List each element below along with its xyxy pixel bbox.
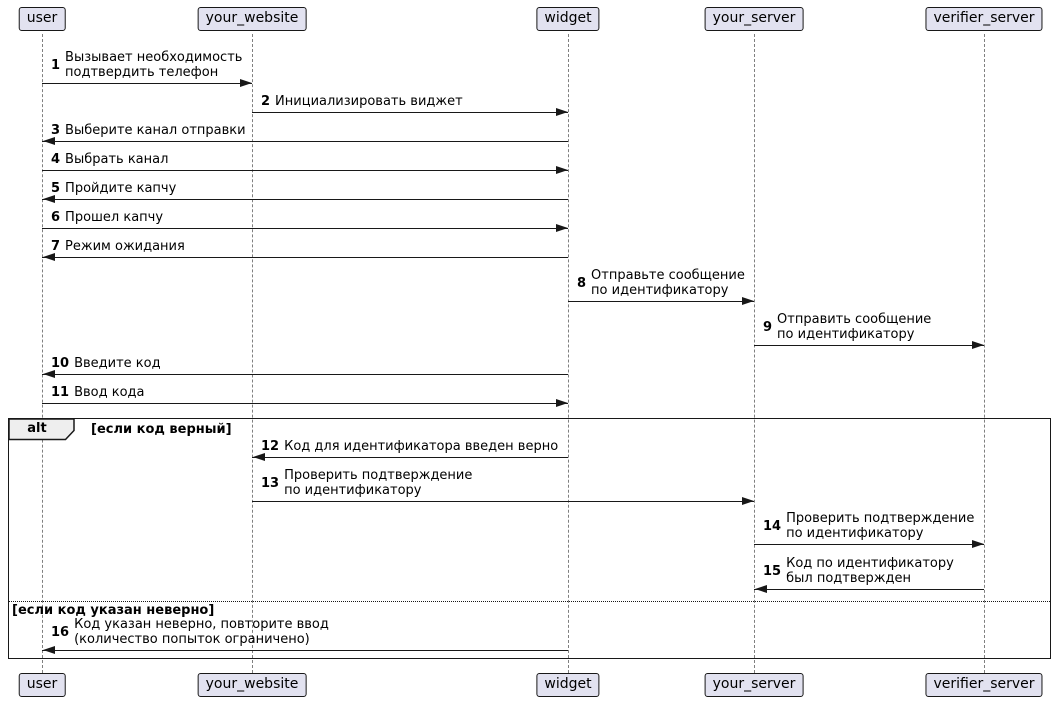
message-2-arrow-line [252, 112, 568, 113]
message-text: Код для идентификатора введен верно [284, 439, 559, 454]
message-number: 11 [51, 385, 70, 400]
participant-your_server-top: your_server [705, 7, 804, 31]
message-7-arrow-line [42, 257, 568, 258]
alt-operator-label: alt [27, 421, 47, 436]
message-number: 1 [51, 57, 61, 73]
message-text: Выбрать канал [65, 152, 169, 167]
message-text: Режим ожидания [65, 239, 185, 254]
message-text: Прошел капчу [65, 210, 164, 225]
participant-user-bottom: user [19, 673, 66, 697]
message-10-arrow-line [42, 374, 568, 375]
message-4-label [51, 152, 168, 167]
arrowhead-icon [556, 399, 568, 407]
message-3-label [51, 123, 246, 138]
arrowhead-icon [240, 79, 252, 87]
arrowhead-icon [253, 453, 265, 461]
message-number: 7 [51, 239, 61, 254]
message-number: 16 [51, 624, 70, 640]
message-14-label [763, 511, 974, 541]
message-text: Проверить подтверждение по идентификатору [786, 511, 975, 541]
message-5-arrow-line [42, 199, 568, 200]
arrowhead-icon [755, 585, 767, 593]
message-5-label [51, 181, 176, 196]
alt-condition-else: [если код указан неверно] [12, 603, 215, 618]
message-1-arrow-line [42, 83, 252, 84]
participant-widget-bottom: widget [536, 673, 599, 697]
participant-your_website-top: your_website [198, 7, 307, 31]
participant-your_server-bottom: your_server [705, 673, 804, 697]
arrowhead-icon [972, 341, 984, 349]
message-number: 8 [577, 275, 587, 291]
participant-widget-top: widget [536, 7, 599, 31]
message-text: Пройдите капчу [65, 181, 177, 196]
message-number: 13 [261, 475, 280, 491]
message-number: 10 [51, 356, 70, 371]
message-3-arrow-line [42, 141, 568, 142]
message-text: Код по идентификатору был подтвержден [786, 556, 954, 586]
alt-divider [9, 601, 1050, 602]
message-number: 6 [51, 210, 61, 225]
message-text: Инициализировать виджет [275, 94, 463, 109]
message-2-label [261, 94, 463, 109]
arrowhead-icon [43, 646, 55, 654]
alt-condition-if: [если код верный] [91, 422, 232, 437]
message-16-arrow-line [42, 650, 568, 651]
message-6-arrow-line [42, 228, 568, 229]
message-15-arrow-line [754, 589, 984, 590]
arrowhead-icon [43, 253, 55, 261]
message-13-arrow-line [252, 501, 754, 502]
arrowhead-icon [742, 297, 754, 305]
message-1-label [51, 50, 242, 80]
message-number: 14 [763, 518, 782, 534]
message-7-label [51, 239, 185, 254]
message-number: 3 [51, 123, 61, 138]
arrowhead-icon [742, 497, 754, 505]
message-number: 2 [261, 94, 271, 109]
message-number: 15 [763, 563, 782, 579]
message-11-arrow-line [42, 403, 568, 404]
participant-your_website-bottom: your_website [198, 673, 307, 697]
message-text: Отправьте сообщение по идентификатору [591, 268, 745, 298]
message-14-arrow-line [754, 544, 984, 545]
message-text: Ввод кода [74, 385, 145, 400]
message-9-label [763, 312, 931, 342]
message-15-label [763, 556, 954, 586]
message-8-arrow-line [568, 301, 754, 302]
message-6-label [51, 210, 163, 225]
message-text: Отправить сообщение по идентификатору [777, 312, 932, 342]
message-text: Код указан неверно, повторите ввод (количество попыток ограничено) [74, 617, 329, 647]
message-12-arrow-line [252, 457, 568, 458]
message-8-label [577, 268, 745, 298]
arrowhead-icon [43, 137, 55, 145]
message-text: Вызывает необходимость подтвердить телефон [65, 50, 243, 80]
message-text: Введите код [74, 356, 161, 371]
arrowhead-icon [556, 108, 568, 116]
participant-verifier_server-bottom: verifier_server [925, 673, 1042, 697]
arrowhead-icon [972, 540, 984, 548]
message-4-arrow-line [42, 170, 568, 171]
arrowhead-icon [43, 195, 55, 203]
message-text: Выберите канал отправки [65, 123, 246, 138]
message-16-label [51, 617, 329, 647]
arrowhead-icon [556, 166, 568, 174]
participant-verifier_server-top: verifier_server [925, 7, 1042, 31]
message-10-label [51, 356, 161, 371]
message-number: 4 [51, 152, 61, 167]
message-9-arrow-line [754, 345, 984, 346]
participant-user-top: user [19, 7, 66, 31]
message-number: 12 [261, 439, 280, 454]
message-number: 9 [763, 319, 773, 335]
message-text: Проверить подтверждение по идентификатору [284, 468, 473, 498]
message-11-label [51, 385, 145, 400]
message-12-label [261, 439, 558, 454]
message-13-label [261, 468, 472, 498]
arrowhead-icon [556, 224, 568, 232]
message-number: 5 [51, 181, 61, 196]
arrowhead-icon [43, 370, 55, 378]
